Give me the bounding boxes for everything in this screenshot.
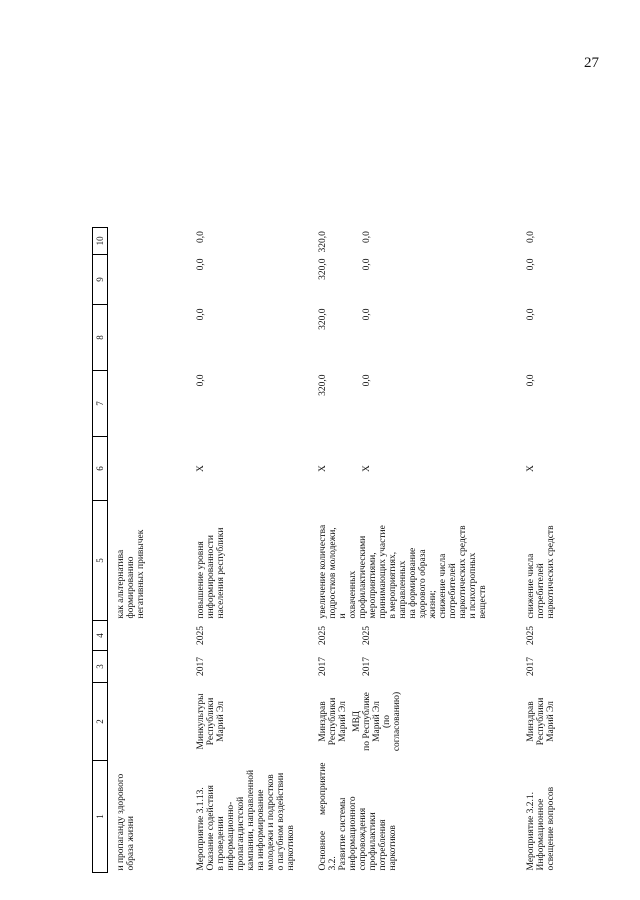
cell-line: [328, 309, 362, 369]
value-cell: 0,0: [525, 308, 536, 321]
table-row: [526, 227, 566, 872]
cell-line: на формирование: [407, 547, 418, 619]
cell-line: Минкультуры: [195, 693, 206, 750]
column-number: 2: [93, 683, 108, 761]
cell-line: о пагубном воздействии: [275, 772, 286, 871]
cell-line: подростков молодежи,: [327, 527, 338, 619]
cell-line: 0,0: [361, 308, 372, 321]
cell-line: [328, 231, 362, 252]
value-cell: [318, 305, 526, 371]
column-number: 10: [93, 227, 108, 254]
page-number: 27: [584, 55, 599, 71]
cell-line: и пропаганду здорового: [116, 773, 126, 871]
cell-line: веществ: [477, 585, 488, 619]
expected-result-cell: [196, 501, 318, 621]
start-year-cell: [318, 651, 526, 683]
cell-line: 2025: [317, 626, 328, 645]
mark-cell: [108, 437, 196, 501]
table-row: [196, 227, 318, 872]
cell-line: снижение числа: [437, 553, 448, 619]
cell-line: Республики: [535, 697, 546, 746]
cell-line: 2025: [361, 626, 372, 645]
value-cell: [318, 227, 526, 254]
expected-result-cell: [108, 501, 196, 621]
end-year-cell: [108, 621, 196, 651]
cell-line: кампании, направленной: [245, 769, 256, 871]
start-year-cell: 2017: [195, 657, 206, 676]
table-row: [318, 227, 526, 872]
value-cell: [108, 255, 196, 305]
cell-line: 320,0: [317, 231, 328, 253]
value-cell: 0,0: [525, 231, 536, 243]
column-number: 6: [93, 437, 108, 501]
value-cell: 0,0: [195, 258, 206, 271]
cell-line: 2017: [317, 657, 328, 676]
cell-line: принимающих участие: [377, 525, 388, 619]
cell-line: потребителей: [535, 563, 546, 619]
cell-line: Марий Эл: [337, 701, 348, 742]
cell-line: населения республики: [215, 527, 226, 619]
cell-line: повышение уровня: [195, 541, 206, 619]
cell-line: наркотических средств: [545, 525, 556, 619]
end-year-cell: 2025: [525, 626, 536, 645]
cell-line: здорового образа: [417, 549, 428, 619]
cell-line: Марий Эл: [545, 701, 556, 742]
cell-line: как альтернатива: [116, 549, 126, 619]
cell-line: образа жизни: [126, 816, 136, 871]
cell-line: направленных: [397, 560, 408, 619]
cell-line: сопровождения: [357, 807, 368, 871]
value-cell: 0,0: [525, 258, 536, 271]
executor-cell: [108, 683, 196, 761]
cell-line: и психотропных: [467, 552, 478, 619]
cell-line: в мероприятиях,: [387, 551, 398, 619]
cell-line: молодежи и подростков: [265, 774, 276, 871]
column-number: 8: [93, 305, 108, 371]
cell-line: 2017: [361, 657, 372, 676]
cell-line: на информирование: [255, 789, 266, 871]
cell-line: в проведении: [215, 816, 226, 871]
activity-name-cell: [108, 761, 196, 873]
cell-line: Марий Эл: [215, 701, 226, 742]
mark-cell: Х: [195, 465, 206, 472]
cell-line: профилактическими: [357, 535, 368, 619]
cell-line: Мероприятие 3.1.13.: [195, 787, 206, 871]
cell-line: Х: [361, 465, 372, 472]
cell-line: мероприятиями,: [367, 552, 378, 619]
column-number: 7: [93, 371, 108, 437]
cell-line: (по согласованию): [381, 691, 402, 752]
cell-line: потребителей: [447, 563, 458, 619]
cell-line: освещение вопросов: [545, 786, 556, 871]
cell-line: наркотиков: [387, 825, 398, 871]
column-number: 9: [93, 255, 108, 305]
cell-line: охваченных: [347, 570, 358, 619]
cell-line: [328, 653, 362, 681]
cell-line: профилактики потребления: [367, 812, 388, 871]
cell-line: 320,0: [317, 374, 328, 396]
cell-line: Развитие системы: [337, 797, 348, 871]
value-cell: 0,0: [525, 374, 536, 387]
value-cell: [108, 305, 196, 371]
cell-line: Х: [317, 465, 328, 472]
cell-line: Основное мероприятие 3.2.: [317, 762, 338, 871]
cell-line: 0,0: [361, 258, 372, 271]
cell-line: 320,0: [317, 258, 328, 280]
cell-line: [328, 375, 362, 435]
cell-line: Республики: [327, 697, 338, 746]
value-cell: [108, 371, 196, 437]
cell-line: Минздрав: [317, 701, 328, 742]
cell-line: негативных привычек: [136, 529, 146, 619]
value-cell: 0,0: [195, 308, 206, 321]
column-number: 5: [93, 501, 108, 621]
program-activities-table: [92, 227, 566, 873]
cell-line: пропагандистской: [235, 796, 246, 871]
cell-line: 0,0: [361, 374, 372, 387]
cell-line: информированности: [205, 535, 216, 619]
activity-name-cell: [196, 761, 318, 873]
cell-line: по Республике: [361, 692, 372, 751]
column-number: 1: [93, 761, 108, 873]
cell-line: наркотических средств: [457, 525, 468, 619]
cell-line: и: [337, 613, 348, 619]
start-year-cell: 2017: [525, 657, 536, 676]
cell-line: [328, 259, 362, 303]
value-cell: 0,0: [195, 374, 206, 387]
value-cell: [318, 255, 526, 305]
executor-cell: [196, 683, 318, 761]
activity-name-cell: [318, 761, 526, 873]
mark-cell: [318, 437, 526, 501]
mark-cell: Х: [525, 465, 536, 472]
value-cell: 0,0: [195, 231, 206, 243]
cell-line: Оказание содействия: [205, 785, 216, 871]
expected-result-cell: [526, 501, 566, 621]
cell-line: Информационное: [535, 798, 546, 871]
cell-line: Минздрав: [525, 701, 536, 742]
cell-line: 320,0: [317, 308, 328, 330]
start-year-cell: [108, 651, 196, 683]
value-cell: [108, 227, 196, 254]
cell-line: Мероприятие 3.2.1.: [525, 791, 536, 871]
cell-line: [328, 623, 362, 649]
expected-result-cell: [318, 501, 526, 621]
cell-line: [328, 439, 362, 499]
executor-cell: [318, 683, 526, 761]
column-number: 4: [93, 621, 108, 651]
activity-name-cell: [526, 761, 566, 873]
table-row: [108, 227, 196, 872]
cell-line: увеличение количества: [317, 524, 328, 619]
cell-line: Марий Эл: [371, 701, 382, 742]
cell-line: 0,0: [361, 231, 372, 243]
cell-line: формированию: [126, 556, 136, 619]
cell-line: информационно-: [225, 801, 236, 871]
executor-cell: [526, 683, 566, 761]
cell-line: информационного: [347, 796, 358, 871]
end-year-cell: [318, 621, 526, 651]
cell-line: жизни;: [427, 590, 438, 619]
end-year-cell: 2025: [195, 626, 206, 645]
column-number-header: [93, 227, 108, 872]
column-number: 3: [93, 651, 108, 683]
cell-line: снижение числа: [525, 553, 536, 619]
cell-line: наркотиков: [285, 825, 296, 871]
value-cell: [318, 371, 526, 437]
cell-line: Республики: [205, 697, 216, 746]
cell-line: МВД: [351, 711, 362, 732]
